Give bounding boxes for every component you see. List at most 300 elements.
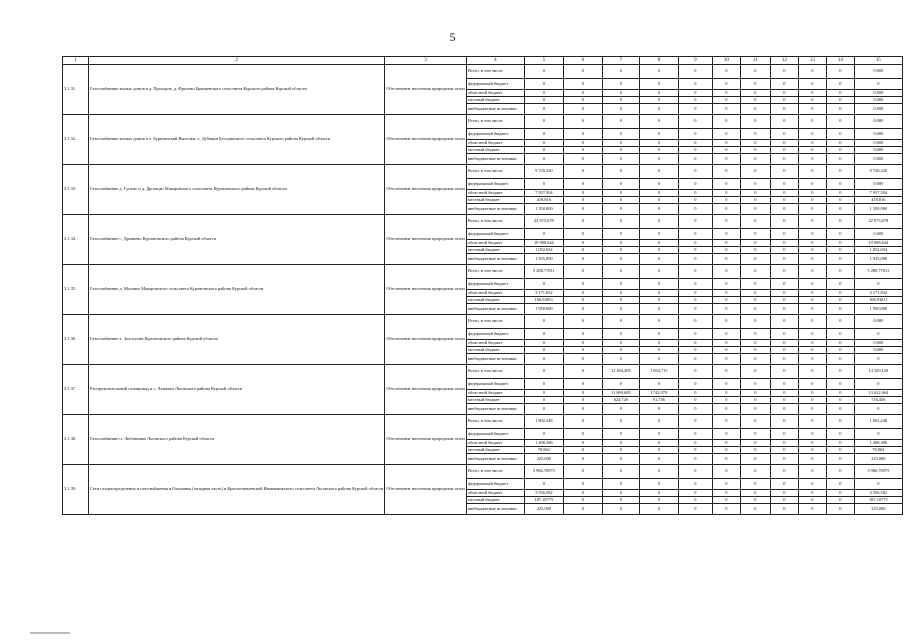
funding-source: Всего, в том числе bbox=[466, 365, 524, 379]
value-cell: 225,000 bbox=[524, 504, 563, 515]
funding-source: внебюджетные источники bbox=[466, 154, 524, 165]
value-cell: 0 bbox=[602, 447, 639, 454]
value-cell: 0 bbox=[826, 404, 854, 415]
value-cell: 0 bbox=[639, 79, 678, 90]
value-cell: 0,000 bbox=[854, 179, 902, 190]
value-cell: 0 bbox=[770, 165, 798, 179]
value-cell: 0 bbox=[798, 479, 826, 490]
value-cell: 0 bbox=[524, 347, 563, 354]
value-cell: 0 bbox=[798, 154, 826, 165]
item-number: 3.1.38. bbox=[63, 415, 89, 465]
column-header: 9 bbox=[678, 57, 712, 65]
value-cell: 0 bbox=[770, 115, 798, 129]
value-cell: 0 bbox=[524, 115, 563, 129]
value-cell: 0 bbox=[854, 279, 902, 290]
value-cell: 0 bbox=[770, 65, 798, 79]
value-cell: 0 bbox=[678, 447, 712, 454]
value-cell: 0 bbox=[740, 140, 770, 147]
value-cell: 0 bbox=[524, 147, 563, 154]
value-cell: 0 bbox=[770, 504, 798, 515]
value-cell: 0 bbox=[798, 240, 826, 247]
value-cell: 0 bbox=[798, 504, 826, 515]
value-cell: 0 bbox=[740, 165, 770, 179]
value-cell: 0 bbox=[798, 447, 826, 454]
value-cell: 0 bbox=[602, 329, 639, 340]
value-cell: 0 bbox=[678, 247, 712, 254]
funding-source: Всего, в том числе bbox=[466, 215, 524, 229]
value-cell: 0 bbox=[712, 429, 740, 440]
value-cell: 0 bbox=[639, 429, 678, 440]
value-cell: 0 bbox=[524, 365, 563, 379]
value-cell: 0 bbox=[639, 379, 678, 390]
value-cell: 0 bbox=[678, 465, 712, 479]
value-cell: 0 bbox=[712, 165, 740, 179]
item-name: Сети газораспределения и газоснабжения в Ольшанка (западная часть) и Краснознаменской Иванчиковского сельсовета Льговского района Курской области bbox=[89, 465, 385, 515]
value-cell: 0 bbox=[563, 379, 602, 390]
value-cell: 0 bbox=[740, 215, 770, 229]
value-cell: 0 bbox=[602, 129, 639, 140]
funding-source: областной бюджет bbox=[466, 340, 524, 347]
value-cell: 0 bbox=[678, 90, 712, 97]
column-header: 11 bbox=[740, 57, 770, 65]
value-cell: 0 bbox=[563, 290, 602, 297]
value-cell: 0 bbox=[770, 429, 798, 440]
item-number: 3.1.36. bbox=[63, 315, 89, 365]
value-cell: 0 bbox=[563, 365, 602, 379]
value-cell: 0 bbox=[524, 104, 563, 115]
value-cell: 0 bbox=[563, 215, 602, 229]
value-cell: 0 bbox=[602, 454, 639, 465]
value-cell: 0 bbox=[740, 240, 770, 247]
value-cell: 0 bbox=[826, 97, 854, 104]
value-cell: 0 bbox=[740, 265, 770, 279]
value-cell: 0 bbox=[798, 254, 826, 265]
value-cell: 0 bbox=[712, 490, 740, 497]
item-number: 3.1.39. bbox=[63, 465, 89, 515]
item-number: 3.1.37. bbox=[63, 365, 89, 415]
value-cell: 0 bbox=[602, 265, 639, 279]
funding-source: местный бюджет bbox=[466, 147, 524, 154]
value-cell: 624,720 bbox=[602, 397, 639, 404]
value-cell: 0 bbox=[602, 179, 639, 190]
value-cell: 0 bbox=[563, 104, 602, 115]
value-cell: 0 bbox=[639, 454, 678, 465]
value-cell: 0 bbox=[602, 404, 639, 415]
value-cell: 0 bbox=[798, 265, 826, 279]
value-cell: 0 bbox=[712, 390, 740, 397]
value-cell: 0 bbox=[602, 290, 639, 297]
value-cell: 0 bbox=[563, 190, 602, 197]
value-cell: 0 bbox=[740, 440, 770, 447]
value-cell: 0 bbox=[602, 247, 639, 254]
funding-source: федеральный бюджет bbox=[466, 229, 524, 240]
value-cell: 0 bbox=[602, 479, 639, 490]
value-cell: 0 bbox=[798, 340, 826, 347]
value-cell: 0 bbox=[678, 65, 712, 79]
item-purpose: Обеспечение населения природным газом bbox=[385, 115, 467, 165]
value-cell: 0 bbox=[826, 279, 854, 290]
value-cell: 0 bbox=[602, 190, 639, 197]
funding-source: местный бюджет bbox=[466, 447, 524, 454]
value-cell: 0,000 bbox=[854, 129, 902, 140]
value-cell: 0 bbox=[602, 229, 639, 240]
value-cell: 0 bbox=[770, 490, 798, 497]
value-cell: 0 bbox=[639, 304, 678, 315]
value-cell: 0 bbox=[770, 365, 798, 379]
value-cell: 0 bbox=[826, 65, 854, 79]
value-cell: 0 bbox=[826, 140, 854, 147]
value-cell: 0 bbox=[563, 129, 602, 140]
value-cell: 0 bbox=[678, 290, 712, 297]
value-cell: 0 bbox=[563, 397, 602, 404]
value-cell: 0 bbox=[770, 97, 798, 104]
value-cell: 0 bbox=[712, 254, 740, 265]
value-cell: 0 bbox=[826, 79, 854, 90]
value-cell: 0 bbox=[524, 179, 563, 190]
value-cell: 14 329,120 bbox=[854, 365, 902, 379]
value-cell: 0 bbox=[602, 415, 639, 429]
value-cell: 0 bbox=[826, 179, 854, 190]
value-cell: 0 bbox=[770, 265, 798, 279]
value-cell: 0 bbox=[826, 354, 854, 365]
value-cell: 0 bbox=[563, 479, 602, 490]
value-cell: 0 bbox=[639, 97, 678, 104]
value-cell: 0 bbox=[770, 479, 798, 490]
value-cell: 0 bbox=[770, 79, 798, 90]
value-cell: 0 bbox=[712, 190, 740, 197]
value-cell: 0 bbox=[826, 440, 854, 447]
value-cell: 0 bbox=[639, 165, 678, 179]
value-cell: 0 bbox=[826, 190, 854, 197]
value-cell: 0 bbox=[770, 204, 798, 215]
value-cell: 0 bbox=[826, 297, 854, 304]
value-cell: 0 bbox=[712, 115, 740, 129]
value-cell: 1 950,000 bbox=[854, 304, 902, 315]
value-cell: 0 bbox=[563, 240, 602, 247]
value-cell: 0 bbox=[740, 104, 770, 115]
value-cell: 13 612,664 bbox=[854, 390, 902, 397]
value-cell: 0 bbox=[602, 154, 639, 165]
funding-source: федеральный бюджет bbox=[466, 429, 524, 440]
value-cell: 0 bbox=[826, 104, 854, 115]
value-cell: 0,000 bbox=[854, 115, 902, 129]
funding-source: областной бюджет bbox=[466, 240, 524, 247]
funding-source: внебюджетные источники bbox=[466, 204, 524, 215]
column-header: 6 bbox=[563, 57, 602, 65]
value-cell: 0,000 bbox=[854, 104, 902, 115]
value-cell: 0 bbox=[602, 104, 639, 115]
value-cell: 0 bbox=[826, 340, 854, 347]
value-cell: 0 bbox=[639, 229, 678, 240]
funding-source: внебюджетные источники bbox=[466, 304, 524, 315]
value-cell: 0 bbox=[563, 79, 602, 90]
value-cell: 0 bbox=[798, 179, 826, 190]
value-cell: 0 bbox=[740, 129, 770, 140]
item-purpose: Обеспечение населения природным газом bbox=[385, 315, 467, 365]
value-cell: 0 bbox=[639, 354, 678, 365]
value-cell: 0 bbox=[770, 154, 798, 165]
value-cell: 0 bbox=[712, 154, 740, 165]
value-cell: 0 bbox=[740, 115, 770, 129]
value-cell: 0 bbox=[639, 290, 678, 297]
value-cell: 0 bbox=[770, 254, 798, 265]
value-cell: 0 bbox=[602, 279, 639, 290]
value-cell: 0 bbox=[770, 329, 798, 340]
value-cell: 0 bbox=[678, 440, 712, 447]
value-cell: 0,000 bbox=[854, 97, 902, 104]
value-cell: 0 bbox=[712, 297, 740, 304]
value-cell: 0 bbox=[678, 297, 712, 304]
value-cell: 0 bbox=[524, 340, 563, 347]
value-cell: 0 bbox=[712, 65, 740, 79]
value-cell: 0 bbox=[854, 429, 902, 440]
value-cell: 0 bbox=[740, 354, 770, 365]
value-cell: 0 bbox=[740, 429, 770, 440]
value-cell: 0 bbox=[826, 454, 854, 465]
value-cell: 0 bbox=[826, 204, 854, 215]
value-cell: 0 bbox=[602, 490, 639, 497]
value-cell: 0 bbox=[602, 497, 639, 504]
value-cell: 0 bbox=[740, 390, 770, 397]
value-cell: 0 bbox=[770, 404, 798, 415]
funding-source: областной бюджет bbox=[466, 290, 524, 297]
column-header: 4 bbox=[466, 57, 524, 65]
value-cell: 0 bbox=[602, 254, 639, 265]
value-cell: 0 bbox=[678, 147, 712, 154]
value-cell: 0 bbox=[826, 397, 854, 404]
funding-source: Всего, в том числе bbox=[466, 415, 524, 429]
value-cell: 0 bbox=[740, 79, 770, 90]
value-cell: 0 bbox=[639, 104, 678, 115]
value-cell: 0 bbox=[563, 90, 602, 97]
value-cell: 0 bbox=[639, 329, 678, 340]
value-cell: 0 bbox=[563, 140, 602, 147]
item-purpose: Обеспечение населения природным газом bbox=[385, 415, 467, 465]
value-cell: 0 bbox=[563, 147, 602, 154]
value-cell: 0 bbox=[854, 354, 902, 365]
value-cell: 0 bbox=[639, 415, 678, 429]
value-cell: 0 bbox=[563, 279, 602, 290]
value-cell: 0 bbox=[678, 415, 712, 429]
value-cell: 0 bbox=[639, 340, 678, 347]
value-cell: 0 bbox=[826, 347, 854, 354]
value-cell: 0 bbox=[524, 429, 563, 440]
value-cell: 0 bbox=[740, 315, 770, 329]
value-cell: 0 bbox=[826, 479, 854, 490]
value-cell: 0 bbox=[712, 304, 740, 315]
value-cell: 0 bbox=[770, 297, 798, 304]
value-cell: 0 bbox=[678, 154, 712, 165]
value-cell: 0 bbox=[740, 254, 770, 265]
value-cell: 0 bbox=[712, 204, 740, 215]
value-cell: 0 bbox=[740, 379, 770, 390]
item-name: Газоснабжение х. Золотухин Курчатовского района Курской области bbox=[89, 315, 385, 365]
value-cell: 0 bbox=[712, 229, 740, 240]
column-header: 15 bbox=[854, 57, 902, 65]
value-cell: 0 bbox=[524, 129, 563, 140]
value-cell: 0 bbox=[563, 465, 602, 479]
value-cell: 3 966,76975 bbox=[854, 465, 902, 479]
value-cell: 0 bbox=[712, 504, 740, 515]
value-cell: 1 935,000 bbox=[854, 254, 902, 265]
value-cell: 7 957,504 bbox=[524, 190, 563, 197]
value-cell: 0 bbox=[524, 354, 563, 365]
value-cell: 0 bbox=[602, 90, 639, 97]
value-cell: 0 bbox=[563, 490, 602, 497]
page-number: 5 bbox=[449, 30, 456, 44]
value-cell: 0 bbox=[639, 115, 678, 129]
value-cell: 0 bbox=[639, 315, 678, 329]
value-cell: 0 bbox=[712, 404, 740, 415]
value-cell: 166,93811 bbox=[524, 297, 563, 304]
value-cell: 0 bbox=[740, 504, 770, 515]
value-cell: 0 bbox=[826, 254, 854, 265]
funding-source: Всего, в том числе bbox=[466, 315, 524, 329]
value-cell: 0 bbox=[798, 315, 826, 329]
value-cell: 0 bbox=[770, 304, 798, 315]
value-cell: 0 bbox=[602, 440, 639, 447]
value-cell: 0 bbox=[740, 404, 770, 415]
value-cell: 0 bbox=[678, 79, 712, 90]
table-row bbox=[63, 115, 903, 129]
funding-source: Всего, в том числе bbox=[466, 115, 524, 129]
value-cell: 0 bbox=[563, 97, 602, 104]
item-purpose: Обеспечение населения природным газом bbox=[385, 465, 467, 515]
value-cell: 0 bbox=[678, 390, 712, 397]
value-cell: 0,000 bbox=[854, 340, 902, 347]
value-cell: 0 bbox=[770, 229, 798, 240]
value-cell: 0 bbox=[740, 415, 770, 429]
value-cell: 166,93811 bbox=[854, 297, 902, 304]
column-header: 7 bbox=[602, 57, 639, 65]
funding-source: местный бюджет bbox=[466, 297, 524, 304]
funding-source: областной бюджет bbox=[466, 190, 524, 197]
value-cell: 225,000 bbox=[854, 504, 902, 515]
value-cell: 0 bbox=[602, 140, 639, 147]
value-cell: 0 bbox=[712, 347, 740, 354]
value-cell: 0 bbox=[770, 454, 798, 465]
value-cell: 0 bbox=[678, 497, 712, 504]
value-cell: 187,18775 bbox=[854, 497, 902, 504]
value-cell: 0 bbox=[678, 215, 712, 229]
value-cell: 0 bbox=[563, 354, 602, 365]
value-cell: 0 bbox=[678, 104, 712, 115]
value-cell: 0 bbox=[798, 297, 826, 304]
value-cell: 0 bbox=[524, 379, 563, 390]
value-cell: 0 bbox=[524, 479, 563, 490]
column-header: 5 bbox=[524, 57, 563, 65]
value-cell: 0 bbox=[563, 197, 602, 204]
value-cell: 0 bbox=[798, 97, 826, 104]
column-header: 8 bbox=[639, 57, 678, 65]
value-cell: 0 bbox=[712, 290, 740, 297]
value-cell: 0 bbox=[740, 197, 770, 204]
value-cell: 0 bbox=[798, 115, 826, 129]
column-header: 3 bbox=[385, 57, 467, 65]
table-row bbox=[63, 265, 903, 279]
value-cell: 0 bbox=[602, 347, 639, 354]
table-row bbox=[63, 465, 903, 479]
value-cell: 0 bbox=[563, 265, 602, 279]
column-header: 12 bbox=[770, 57, 798, 65]
value-cell: 0 bbox=[854, 79, 902, 90]
value-cell: 0 bbox=[639, 140, 678, 147]
value-cell: 0 bbox=[678, 354, 712, 365]
value-cell: 0 bbox=[639, 465, 678, 479]
value-cell: 0 bbox=[712, 147, 740, 154]
value-cell: 0 bbox=[740, 290, 770, 297]
funding-source: внебюджетные источники bbox=[466, 104, 524, 115]
value-cell: 0 bbox=[563, 497, 602, 504]
value-cell: 0 bbox=[563, 229, 602, 240]
value-cell: 0 bbox=[740, 304, 770, 315]
value-cell: 0 bbox=[639, 265, 678, 279]
value-cell: 0 bbox=[602, 204, 639, 215]
value-cell: 0 bbox=[563, 440, 602, 447]
value-cell: 0 bbox=[740, 147, 770, 154]
header-row bbox=[63, 57, 903, 65]
value-cell: 0 bbox=[826, 129, 854, 140]
value-cell: 0 bbox=[563, 347, 602, 354]
value-cell: 78,862 bbox=[524, 447, 563, 454]
value-cell: 0 bbox=[602, 465, 639, 479]
funding-source: федеральный бюджет bbox=[466, 479, 524, 490]
value-cell: 0 bbox=[798, 415, 826, 429]
value-cell: 0 bbox=[678, 379, 712, 390]
value-cell: 0 bbox=[798, 365, 826, 379]
value-cell: 1742,979 bbox=[639, 390, 678, 397]
value-cell: 418,816 bbox=[854, 197, 902, 204]
value-cell: 12 494,405 bbox=[602, 365, 639, 379]
item-name: Газоснабжение д. Гупово и д. Дрозацко Макаровского сельсовета Курчатовского района Курской области bbox=[89, 165, 385, 215]
funding-source: федеральный бюджет bbox=[466, 79, 524, 90]
value-cell: 0 bbox=[524, 154, 563, 165]
value-cell: 0 bbox=[798, 354, 826, 365]
value-cell: 0 bbox=[563, 340, 602, 347]
value-cell: 0 bbox=[854, 479, 902, 490]
value-cell: 0 bbox=[602, 197, 639, 204]
value-cell: 0 bbox=[602, 304, 639, 315]
value-cell: 0 bbox=[770, 190, 798, 197]
value-cell: 0 bbox=[712, 129, 740, 140]
value-cell: 0 bbox=[798, 190, 826, 197]
value-cell: 0 bbox=[678, 190, 712, 197]
value-cell: 0 bbox=[678, 397, 712, 404]
value-cell: 3 171,832 bbox=[524, 290, 563, 297]
value-cell: 0 bbox=[770, 179, 798, 190]
value-cell: 0 bbox=[563, 404, 602, 415]
funding-source: Всего, в том числе bbox=[466, 65, 524, 79]
value-cell: 0 bbox=[740, 297, 770, 304]
value-cell: 0 bbox=[639, 240, 678, 247]
value-cell: 0 bbox=[740, 154, 770, 165]
value-cell: 0 bbox=[639, 497, 678, 504]
value-cell: 1 498,386 bbox=[854, 440, 902, 447]
value-cell: 0 bbox=[678, 265, 712, 279]
funding-source: областной бюджет bbox=[466, 140, 524, 147]
value-cell: 0 bbox=[524, 397, 563, 404]
value-cell: 0 bbox=[826, 315, 854, 329]
value-cell: 0 bbox=[712, 247, 740, 254]
value-cell: 0 bbox=[639, 279, 678, 290]
value-cell: 0 bbox=[770, 415, 798, 429]
value-cell: 0 bbox=[770, 104, 798, 115]
value-cell: 3 171,832 bbox=[854, 290, 902, 297]
value-cell: 0 bbox=[712, 479, 740, 490]
value-cell: 0 bbox=[678, 340, 712, 347]
value-cell: 0 bbox=[798, 197, 826, 204]
value-cell: 0 bbox=[740, 397, 770, 404]
